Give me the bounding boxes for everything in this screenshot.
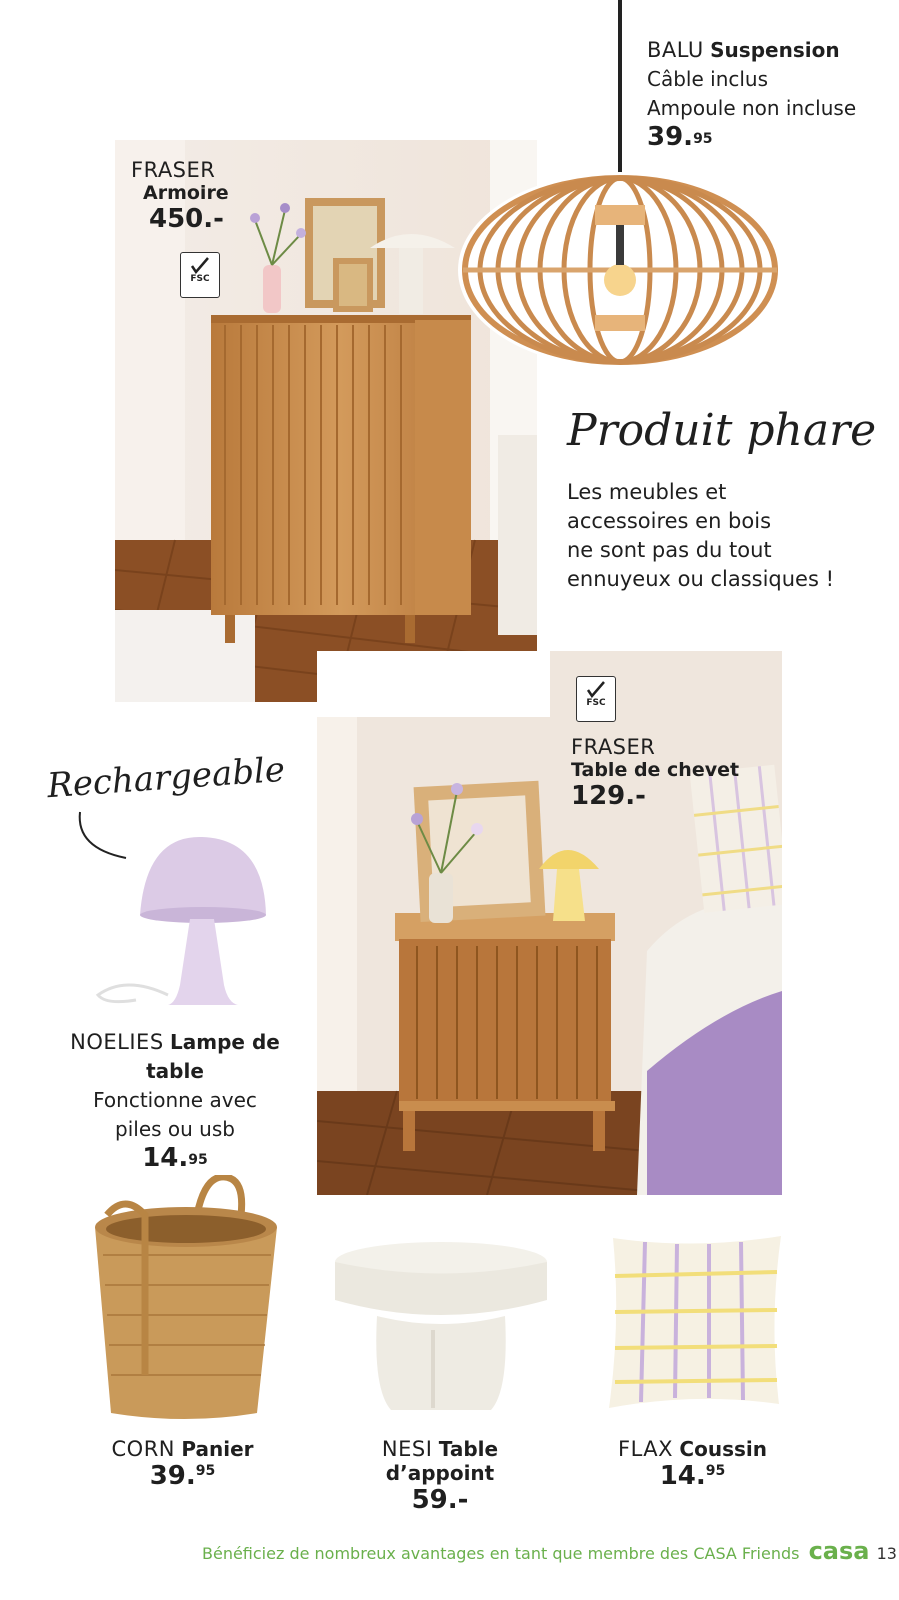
casa-logo[interactable]: casa — [808, 1537, 870, 1565]
table-lamp-image — [86, 835, 276, 1015]
fraser-armoire-label — [131, 158, 229, 234]
fsc-logo — [576, 676, 616, 722]
page-number: 13 — [876, 1544, 897, 1563]
flax-product: Coussin — [679, 1437, 767, 1461]
noelies-price-dec: 95 — [188, 1152, 208, 1168]
feature-title: Produit phare — [567, 405, 877, 456]
noelies-price-int: 14. — [142, 1143, 189, 1173]
balu-price — [647, 123, 856, 152]
noelies-brand: NOELIES — [70, 1030, 164, 1054]
balu-price-dec: 95 — [693, 131, 713, 147]
fraser-armoire-product: Armoire — [143, 182, 229, 204]
basket-image — [85, 1175, 285, 1420]
fraser-chevet-brand: FRASER — [571, 735, 656, 759]
footer-text: Bénéficiez de nombreux avantages en tant que membre des CASA Friends — [202, 1544, 800, 1563]
flax-price — [605, 1461, 780, 1491]
fraser-armoire-brand: FRASER — [131, 158, 216, 182]
nesi-product: Table d’appoint — [385, 1437, 499, 1485]
corn-price-int: 39. — [149, 1461, 196, 1491]
fraser-chevet-product: Table de chevet — [571, 759, 740, 781]
feature-text-line: Les meubles et — [567, 480, 727, 504]
noelies-line1: Fonctionne avec — [93, 1088, 257, 1112]
fsc-tree-icon — [586, 680, 606, 698]
nesi-label — [325, 1437, 555, 1515]
noelies-product: Lampe de table — [146, 1030, 280, 1083]
balu-label — [647, 36, 856, 152]
fsc-label: FSC — [190, 274, 210, 284]
fsc-tree-icon — [190, 256, 210, 274]
fraser-chevet-label — [571, 735, 739, 811]
corn-price-dec: 95 — [195, 1463, 216, 1479]
noelies-line2: piles ou usb — [115, 1117, 235, 1141]
feature-text-line: accessoires en bois — [567, 509, 772, 533]
flax-label — [605, 1437, 780, 1491]
feature-text — [567, 478, 834, 594]
balu-product: Suspension — [710, 38, 840, 62]
corn-brand: CORN — [111, 1437, 175, 1461]
flax-price-int: 14. — [659, 1461, 706, 1491]
feature-text-line: ennuyeux ou classiques ! — [567, 567, 835, 591]
fraser-armoire-price: 450.- — [149, 204, 224, 234]
noelies-price — [40, 1144, 310, 1173]
side-table-image — [333, 1240, 549, 1415]
footer — [202, 1537, 897, 1565]
nesi-brand: NESI — [381, 1437, 433, 1461]
corn-label — [85, 1437, 280, 1491]
flax-brand: FLAX — [618, 1437, 674, 1461]
fsc-logo — [180, 252, 220, 298]
flax-price-dec: 95 — [705, 1463, 726, 1479]
balu-brand: BALU — [647, 38, 704, 62]
rechargeable-tag: Rechargeable — [45, 749, 287, 807]
cushion-image — [605, 1232, 785, 1410]
balu-price-int: 39. — [647, 122, 694, 152]
chevet-photo — [317, 651, 782, 1195]
corn-product: Panier — [181, 1437, 254, 1461]
corn-price — [85, 1461, 280, 1491]
pendant-lamp-image — [455, 170, 785, 370]
balu-line1: Câble inclus — [647, 67, 769, 91]
feature-text-line: ne sont pas du tout — [567, 538, 772, 562]
fsc-label: FSC — [586, 698, 606, 708]
nesi-price: 59.- — [411, 1485, 469, 1515]
pendant-cable — [618, 0, 622, 190]
noelies-label — [40, 1028, 310, 1173]
fraser-chevet-price: 129.- — [571, 781, 646, 811]
balu-line2: Ampoule non incluse — [647, 96, 857, 120]
